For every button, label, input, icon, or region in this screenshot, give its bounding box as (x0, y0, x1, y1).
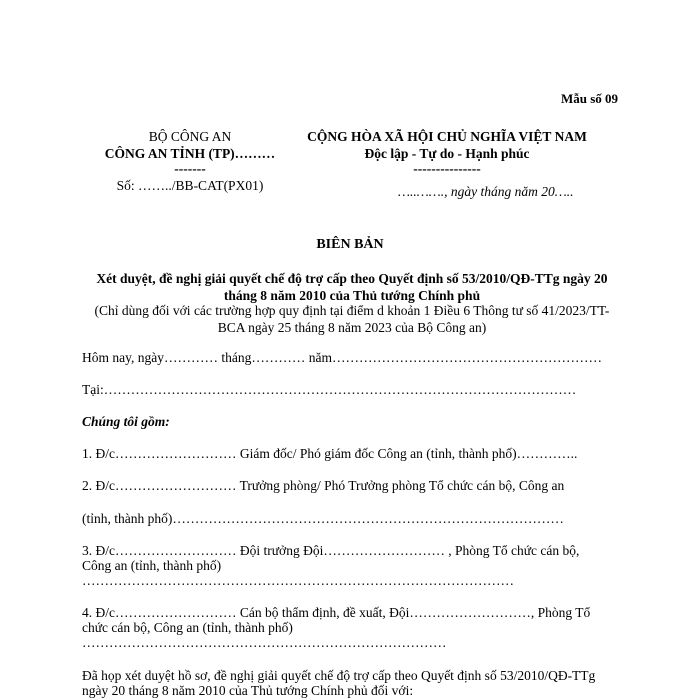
member-3-continuation: Công an (tỉnh, thành phố) (82, 558, 222, 573)
issuing-agency-block (60, 128, 320, 194)
document-subtitle: Xét duyệt, đề nghị giải quyết chế độ trợ cấp theo Quyết định số 53/2010/QĐ-TTg ngày 20 tháng 8 năm 2010 của Thủ tướng Chính phủ (96, 271, 608, 303)
form-number: Mẫu số 09 (560, 91, 618, 106)
member-4-dots: ……………………………………………………………………… (82, 635, 447, 650)
member-1-line: 1. Đ/c……………………… Giám đốc/ Phó giám đốc Công an (tỉnh, thành phố)………….. (82, 446, 578, 461)
document-note: (Chỉ dùng đối với các trường hợp quy định tại điểm d khoản 1 Điều 6 Thông tư số 41/2023/TT-BCA ngày 25 tháng 8 năm 2023 của Bộ Công an) (94, 303, 610, 335)
meeting-date-line: Hôm nay, ngày………… tháng………… năm…………………………………………………… (82, 350, 602, 365)
document-number: Số: ……../BB-CAT(PX01) (116, 178, 264, 193)
review-statement-line-1: Đã họp xét duyệt hồ sơ, đề nghị giải quyết chế độ trợ cấp theo Quyết định số 53/2010/QĐ-TTg (82, 668, 596, 683)
review-statement-line-2: ngày 20 tháng 8 năm 2010 của Thủ tướng Chính phủ đối với: (82, 683, 414, 698)
meeting-place-line: Tại:…………………………………………………………………………………………… (82, 382, 577, 397)
member-2-continuation: (tỉnh, thành phố)…………………………………………………………………………… (82, 511, 564, 526)
members-heading: Chúng tôi gồm: (82, 414, 170, 429)
left-separator: ------- (174, 161, 206, 176)
member-3-dots: …………………………………………………………………………………… (82, 573, 514, 588)
member-4-continuation: chức cán bộ, Công an (tỉnh, thành phố) (82, 620, 293, 635)
national-header-block (282, 128, 612, 175)
document-title: BIÊN BẢN (316, 237, 384, 252)
member-3-line: 3. Đ/c……………………… Đội trưởng Đội……………………… , Phòng Tổ chức cán bộ, (82, 543, 580, 558)
province-police-name: CÔNG AN TỈNH (TP)……… (104, 146, 276, 161)
country-name: CỘNG HÒA XÃ HỘI CHỦ NGHĨA VIỆT NAM (307, 129, 587, 144)
national-motto: Độc lập - Tự do - Hạnh phúc (364, 146, 530, 161)
right-separator: --------------- (413, 161, 481, 176)
member-2-line: 2. Đ/c……………………… Trưởng phòng/ Phó Trưởng phòng Tổ chức cán bộ, Công an (82, 478, 565, 493)
date-place-line: …..……., ngày tháng năm 20….. (398, 184, 574, 199)
member-4-line: 4. Đ/c……………………… Cán bộ thẩm định, đề xuất, Đội………………………, Phòng Tổ (82, 605, 591, 620)
ministry-name: BỘ CÔNG AN (148, 129, 232, 144)
